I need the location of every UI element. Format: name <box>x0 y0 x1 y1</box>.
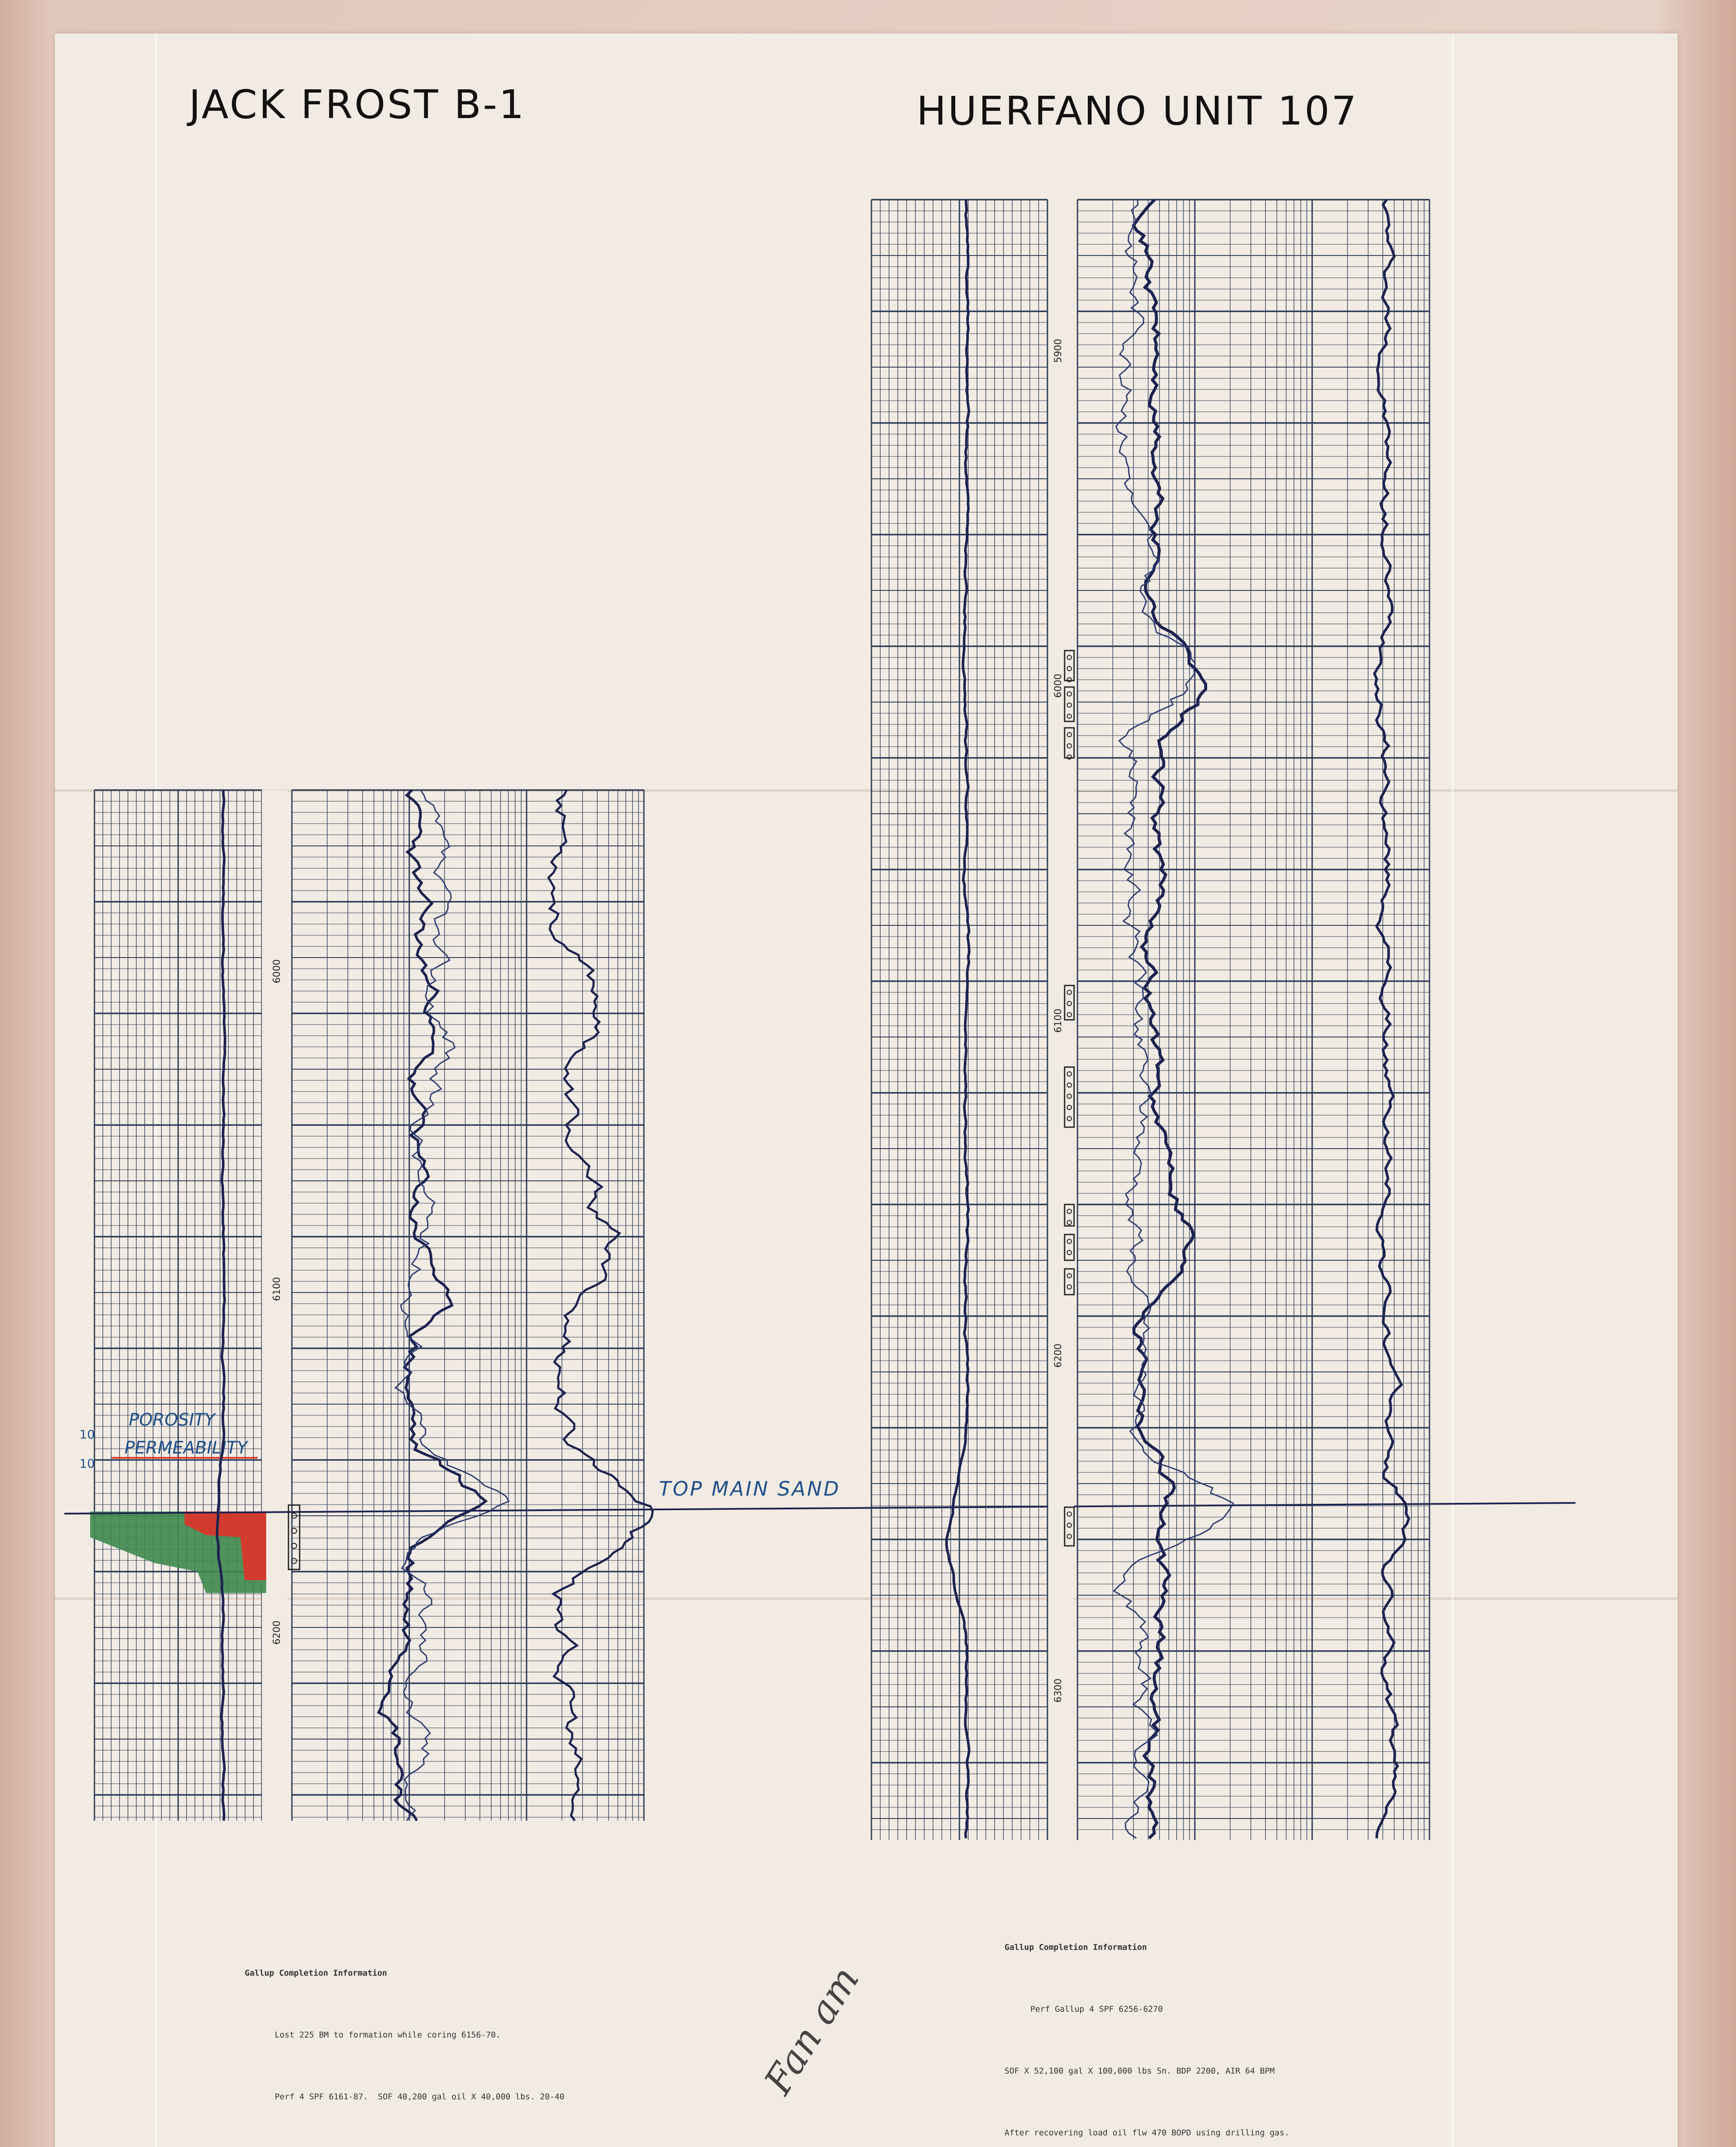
porosity-label: POROSITY <box>129 1410 215 1430</box>
notes-heading: Gallup Completion Information <box>1005 1943 1147 1952</box>
depth-label: 6000 <box>1053 674 1064 698</box>
notes-line: Perf 4 SPF 6161-87. SOF 40,200 gal oil X 40,000 lbs. 20-40 <box>275 2092 565 2101</box>
right-well-log <box>863 200 1438 1849</box>
right-log-track-2-grid <box>1077 200 1429 1840</box>
notes-line: Perf Gallup 4 SPF 6256-6270 <box>1030 2004 1163 2014</box>
notes-line: SOF X 52,100 gal X 100,000 lbs Sn. BDP 2200, AIR 64 BPM <box>1005 2066 1275 2076</box>
depth-label: 6000 <box>272 959 282 983</box>
resistivity-curve-deep <box>549 790 653 1821</box>
scale-mark: 10 <box>79 1427 95 1441</box>
notes-heading: Gallup Completion Information <box>245 1968 387 1978</box>
resistivity-curve-short <box>379 790 486 1821</box>
depth-track <box>262 790 288 1821</box>
depth-label: 6200 <box>272 1621 282 1645</box>
left-completion-notes <box>245 1922 565 2147</box>
depth-label: 6300 <box>1053 1679 1064 1703</box>
notes-line: After recovering load oil flw 470 BOPD using drilling gas. <box>1005 2128 1290 2138</box>
right-completion-notes <box>1005 1896 1304 2147</box>
sp-curve <box>217 790 225 1821</box>
depth-label: 5900 <box>1053 339 1064 363</box>
handwritten-signature: Fan am <box>756 1958 868 2102</box>
top-main-sand-label: TOP MAIN SAND <box>659 1477 841 1500</box>
left-well-title: JACK FROST B-1 <box>189 82 526 128</box>
left-log-track-2-grid <box>292 790 644 1821</box>
fold-line <box>1452 33 1454 2147</box>
left-well-log <box>77 790 670 1829</box>
left-log-track-1-grid <box>94 790 262 1821</box>
depth-label: 6100 <box>272 1277 282 1301</box>
scale-mark: 10 <box>79 1457 95 1471</box>
right-well-title: HUERFANO UNIT 107 <box>917 88 1358 134</box>
notes-line: Lost 225 BM to formation while coring 6156-70. <box>275 2030 501 2040</box>
right-log-track-1-grid <box>871 200 1047 1840</box>
permeability-label: PERMEABILITY <box>124 1438 248 1458</box>
depth-label: 6200 <box>1053 1344 1064 1368</box>
depth-label: 6100 <box>1053 1009 1064 1033</box>
